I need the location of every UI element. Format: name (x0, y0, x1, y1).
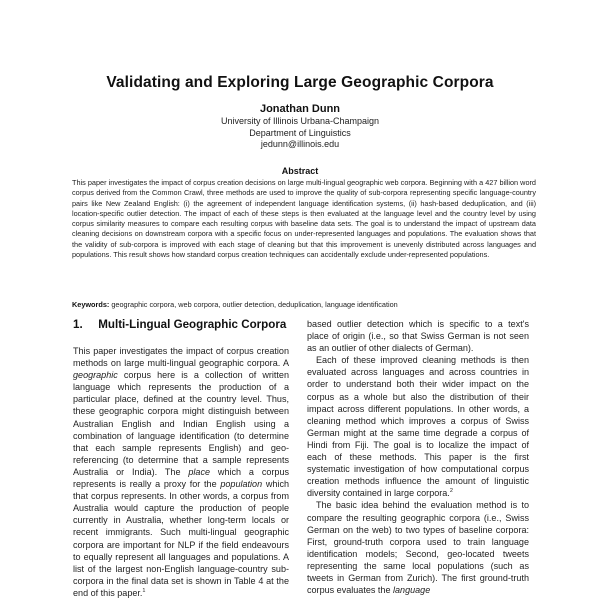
keywords-list: geographic corpora, web corpora, outlier detection, deduplication, language identification (111, 300, 398, 309)
abstract-text: This paper investigates the impact of corpus creation decisions on large multi-lingual geographic web corpora. Beginning with a 427 billion word corpus derived from the Common Crawl, three methods are used to improve the quality of sub-corpora representing specific language-country pairs like New Zealand English: (i) the agreement of independent language identification systems, (ii) hash-based deduplication, and (iii) location-specific outlier detection. The impact of each of these steps is then evaluated at the language level and the country level by using corpus similarity measures to compare each resulting corpus with baseline data sets. The goal is to understand the impact of upstream data cleaning decisions on downstream corpora with a specific focus on under-represented languages and populations. The evaluation shows that the validity of sub-corpora is improved with each stage of cleaning but that this improvement is unevenly distributed across languages and populations. This result shows how standard corpus creation techniques can accidentally exclude under-represented populations. (72, 178, 536, 260)
section-heading (73, 318, 286, 331)
keywords (72, 300, 542, 309)
paragraph: based outlier detection which is specific to a text's place of origin (i.e., so that Swiss German is not seen as an outlier of other dialects of German). (307, 319, 529, 354)
paragraph (307, 354, 529, 499)
paragraph (73, 345, 289, 599)
paragraph (307, 499, 529, 596)
affiliation-university: University of Illinois Urbana-Champaign (220, 116, 380, 126)
emphasis: language (393, 585, 431, 596)
keywords-label: Keywords: (72, 300, 110, 309)
author-name: Jonathan Dunn (259, 103, 341, 115)
left-column (73, 345, 289, 599)
text-run: The basic idea behind the evaluation method is to compare the resulting geographic corpora (i.e., Swiss German on the web) to two types of baseline corpora: First, ground-truth corpora used to train language identification models; Second, geo-located tweets representing the same local populations (such as tweets in German from Zurich). The first ground-truth corpus evaluates the (307, 500, 529, 596)
footnote-marker: 1 (142, 587, 146, 594)
author-email: jedunn@illinois.edu (260, 139, 340, 149)
emphasis: place (188, 466, 211, 477)
section-number: 1. (73, 318, 83, 331)
paper-title: Validating and Exploring Large Geographic Corpora (106, 74, 494, 91)
text-run: corpus here is a collection of written language which represents the production of a particular place, defined at the country level. Thus, these geographic corpora might distinguish between Australian English and Indian English using a combination of language identification (to determine that each sample represents English) and geo-referencing (to determine that a sample represents Australia or India). The (73, 370, 289, 477)
emphasis: population (220, 479, 263, 490)
footnote-marker: 2 (449, 488, 453, 495)
text-run: Each of these improved cleaning methods is then evaluated across languages and across countries in order to understand both their wider impact on the corpus as a whole but also the distribution of their impact across different populations. In other words, a cleaning method which improves a corpus of Swiss German might at the same time degrade a corpus of Hindi from Fiji. The goal is to localize the impact of each of these methods. This paper is the first systematic investigation of how computational corpus creation methods influence the amount of linguistic diversity contained in large corpora. (307, 355, 529, 499)
text-run: which a corpus represents is really a proxy for the (73, 466, 289, 490)
emphasis: geographic (73, 370, 118, 381)
affiliation-department: Department of Linguistics (249, 127, 351, 138)
abstract-heading: Abstract (281, 166, 319, 176)
right-column (307, 318, 529, 596)
text-run: This paper investigates the impact of corpus creation methods on large multi-lingual geographic corpora. A (73, 346, 289, 369)
text-run: which that corpus represents. In other words, a corpus from Australia would capture the production of people currently in Australia, whether long-term locals or recent immigrants. Such multi-lingual geographic corpora are important for NLP if the field endeavours to equally represent all languages and populations. A list of the largest non-English language-country sub-corpora in the final data set is shown in Table 4 at the end of this paper. (73, 479, 289, 598)
section-title: Multi-Lingual Geographic Corpora (98, 318, 287, 331)
author-affiliation (0, 116, 600, 151)
